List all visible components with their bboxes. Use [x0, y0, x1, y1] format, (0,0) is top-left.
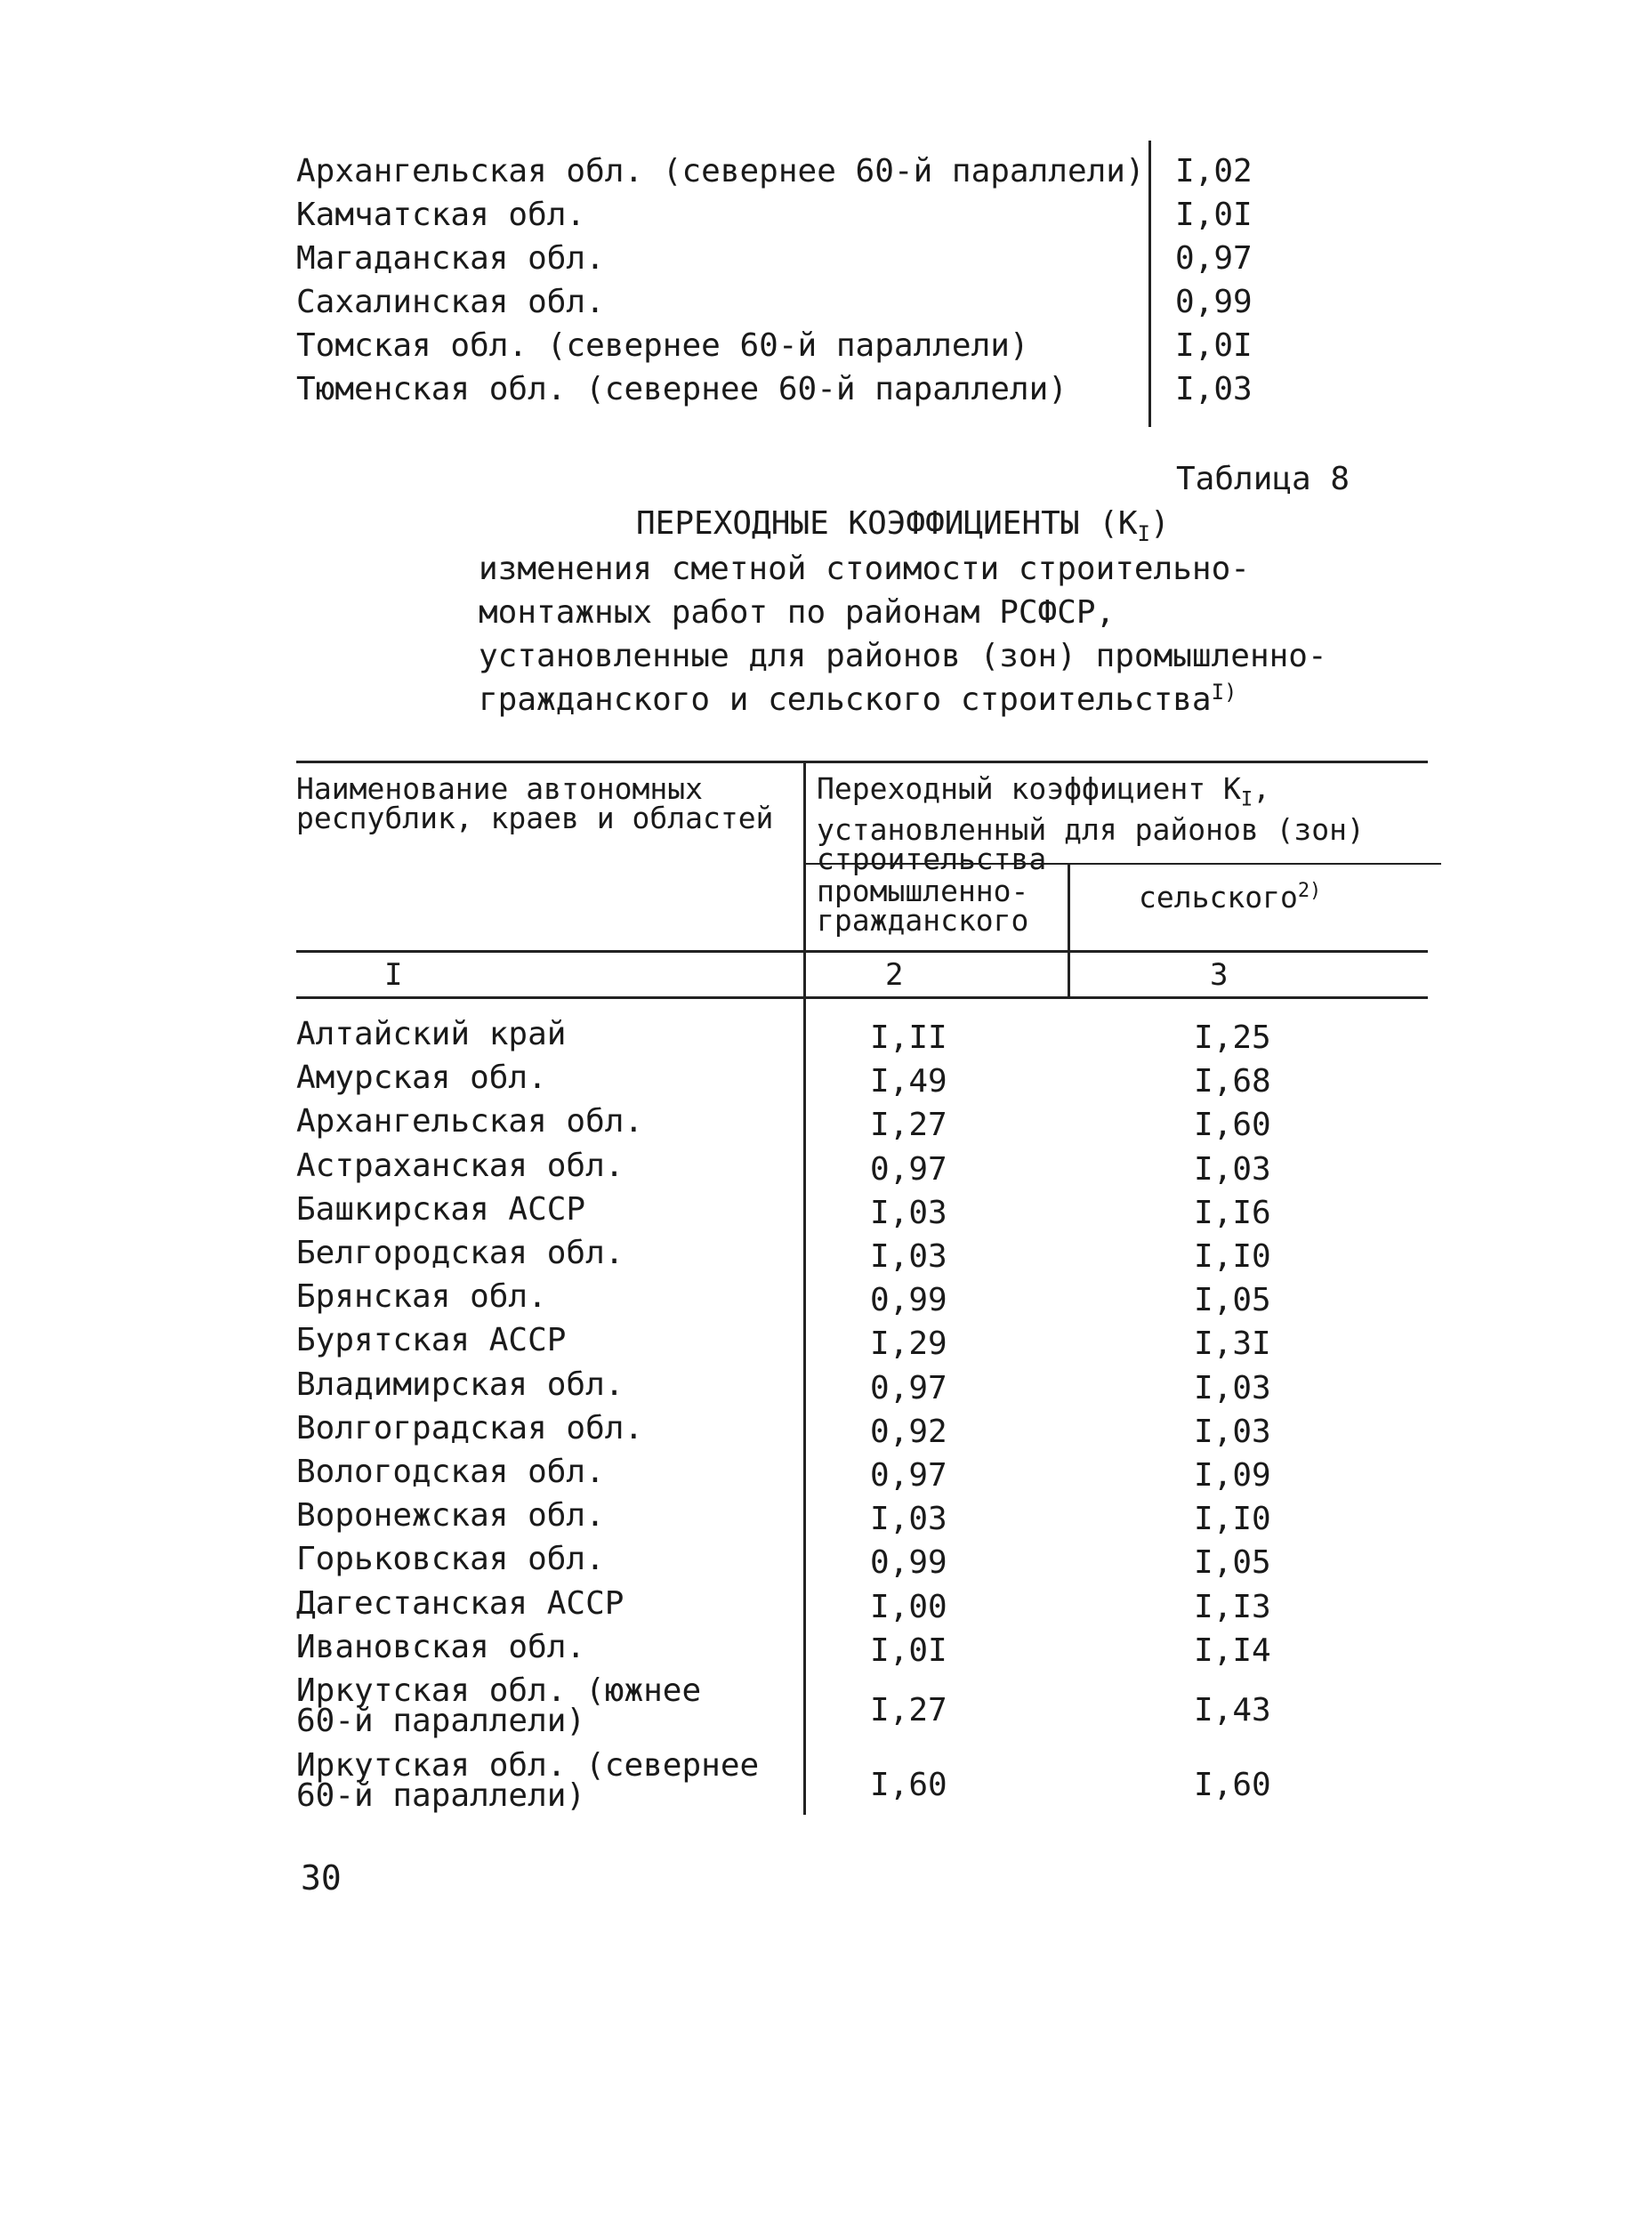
region-name-line: Дагестанская АССР: [296, 1584, 625, 1622]
top-list-row: [296, 280, 1266, 324]
column-number-3: 3: [1210, 957, 1229, 993]
industrial-coefficient: I,0I: [870, 1632, 947, 1669]
region-name-line: Бурятская АССР: [296, 1322, 567, 1359]
rural-coefficient: I,68: [1194, 1063, 1271, 1100]
coefficient-value: I,02: [1175, 153, 1253, 189]
industrial-coefficient: I,49: [870, 1063, 947, 1100]
column-number-2: 2: [885, 957, 904, 993]
rural-coefficient: I,3I: [1194, 1326, 1271, 1363]
region-name: Тюменская обл. (севернее 60-й параллели): [296, 371, 1068, 407]
header-col1: Наименование автономных республик, краев и областей: [296, 771, 774, 835]
industrial-coefficient: I,03: [870, 1238, 947, 1275]
industrial-coefficient: I,60: [870, 1767, 947, 1803]
rural-coefficient: I,25: [1194, 1019, 1271, 1056]
region-name-line: 60-й параллели): [296, 1703, 586, 1739]
region-name-line: Алтайский край: [296, 1016, 567, 1052]
top-region-list: [296, 149, 1266, 411]
region-name: [296, 1103, 644, 1140]
region-name: [296, 1322, 567, 1359]
region-name-line: Волгоградская обл.: [296, 1409, 644, 1446]
industrial-coefficient: 0,97: [870, 1150, 947, 1188]
top-list-row: [296, 324, 1266, 367]
coefficient-value: I,03: [1175, 371, 1253, 407]
region-name-line: Брянская обл.: [296, 1278, 547, 1316]
region-name: Сахалинская обл.: [296, 284, 605, 320]
rural-coefficient: I,43: [1194, 1692, 1271, 1728]
region-name: Камчатская обл.: [296, 197, 586, 233]
region-name: [296, 1672, 702, 1739]
region-name: [296, 1016, 567, 1052]
column-number-rule: [296, 996, 1428, 999]
industrial-coefficient: 0,99: [870, 1282, 947, 1319]
region-name-line: Воронежская обл.: [296, 1497, 605, 1535]
region-name: Архангельская обл. (севернее 60-й параллели): [296, 153, 1145, 189]
region-name-line: Белгородская обл.: [296, 1235, 625, 1271]
industrial-coefficient: 0,97: [870, 1457, 947, 1494]
region-name-line: Амурская обл.: [296, 1060, 547, 1097]
region-name: [296, 1278, 547, 1316]
page-number: 30: [301, 1858, 342, 1898]
region-name: [296, 1147, 625, 1184]
region-name-line: Астраханская обл.: [296, 1147, 625, 1184]
industrial-coefficient: I,29: [870, 1326, 947, 1363]
coefficient-value: 0,97: [1175, 240, 1253, 277]
coefficient-value: I,0I: [1175, 327, 1253, 364]
rural-coefficient: I,I6: [1194, 1194, 1271, 1231]
industrial-coefficient: I,00: [870, 1588, 947, 1625]
rural-coefficient: I,05: [1194, 1544, 1271, 1582]
rural-coefficient: I,03: [1194, 1150, 1271, 1188]
region-name: [296, 1628, 586, 1665]
rural-coefficient: I,60: [1194, 1767, 1271, 1803]
region-name-line: Вологодская обл.: [296, 1454, 605, 1490]
rural-coefficient: I,09: [1194, 1457, 1271, 1494]
rural-coefficient: I,05: [1194, 1282, 1271, 1319]
rural-coefficient: I,I3: [1194, 1588, 1271, 1625]
industrial-coefficient: I,27: [870, 1107, 947, 1144]
industrial-coefficient: I,II: [870, 1019, 947, 1056]
header-col2: промышленно-гражданского: [817, 874, 1029, 938]
column-number-1: I: [384, 957, 403, 993]
region-name-line: Архангельская обл.: [296, 1103, 644, 1140]
rural-coefficient: I,I0: [1194, 1238, 1271, 1275]
rural-coefficient: I,60: [1194, 1107, 1271, 1144]
region-name: Магаданская обл.: [296, 240, 605, 277]
region-name: [296, 1190, 586, 1228]
region-name-line: Иркутская обл. (севернее: [296, 1747, 760, 1784]
table-label: Таблица 8: [1176, 461, 1350, 497]
region-name: Томская обл. (севернее 60-й параллели): [296, 327, 1029, 364]
industrial-coefficient: 0,92: [870, 1413, 947, 1450]
industrial-coefficient: 0,97: [870, 1369, 947, 1406]
region-name-line: Иркутская обл. (южнее: [296, 1672, 702, 1709]
coefficient-value: 0,99: [1175, 284, 1253, 320]
top-list-row: [296, 367, 1266, 411]
region-name: [296, 1497, 605, 1535]
industrial-coefficient: 0,99: [870, 1544, 947, 1582]
rural-coefficient: I,I0: [1194, 1501, 1271, 1538]
industrial-coefficient: I,03: [870, 1501, 947, 1538]
coefficient-value: I,0I: [1175, 197, 1253, 233]
region-name: [296, 1747, 760, 1814]
table-top-rule: [296, 761, 1428, 763]
header-bottom-rule: [296, 950, 1428, 953]
rural-coefficient: I,I4: [1194, 1632, 1271, 1669]
top-list-row: [296, 237, 1266, 280]
rural-coefficient: I,03: [1194, 1413, 1271, 1450]
column-divider-1: [803, 761, 806, 1815]
region-name: [296, 1454, 605, 1490]
region-name: [296, 1584, 625, 1622]
region-name: [296, 1366, 625, 1403]
region-name: [296, 1409, 644, 1446]
table-title: ПЕРЕХОДНЫЕ КОЭФФИЦИЕНТЫ $(К_I)$: [636, 505, 1170, 547]
table-description: изменения сметной стоимости строительно-монтажных работ по районам РСФСР, установленные для районов (зон) промышленно-гражданского и сельского строительства$^{I)}$: [479, 551, 1327, 718]
region-name: [296, 1235, 625, 1271]
region-name-line: Башкирская АССР: [296, 1190, 586, 1228]
industrial-coefficient: I,03: [870, 1194, 947, 1231]
top-list-row: [296, 193, 1266, 237]
industrial-coefficient: I,27: [870, 1692, 947, 1728]
header-col3: сельского$^{2)}$: [1139, 880, 1322, 915]
column-divider-2: [1068, 863, 1070, 996]
top-list-row: [296, 149, 1266, 193]
region-name: [296, 1060, 547, 1097]
region-name-line: 60-й параллели): [296, 1777, 586, 1814]
header-col23: Переходный коэффициент $К_I$, установленный для районов (зон) строительства: [817, 771, 1365, 876]
region-name-line: Горьковская обл.: [296, 1541, 605, 1578]
region-name-line: Владимирская обл.: [296, 1366, 625, 1403]
region-name: [296, 1541, 605, 1578]
region-name-line: Ивановская обл.: [296, 1628, 586, 1665]
rural-coefficient: I,03: [1194, 1369, 1271, 1406]
